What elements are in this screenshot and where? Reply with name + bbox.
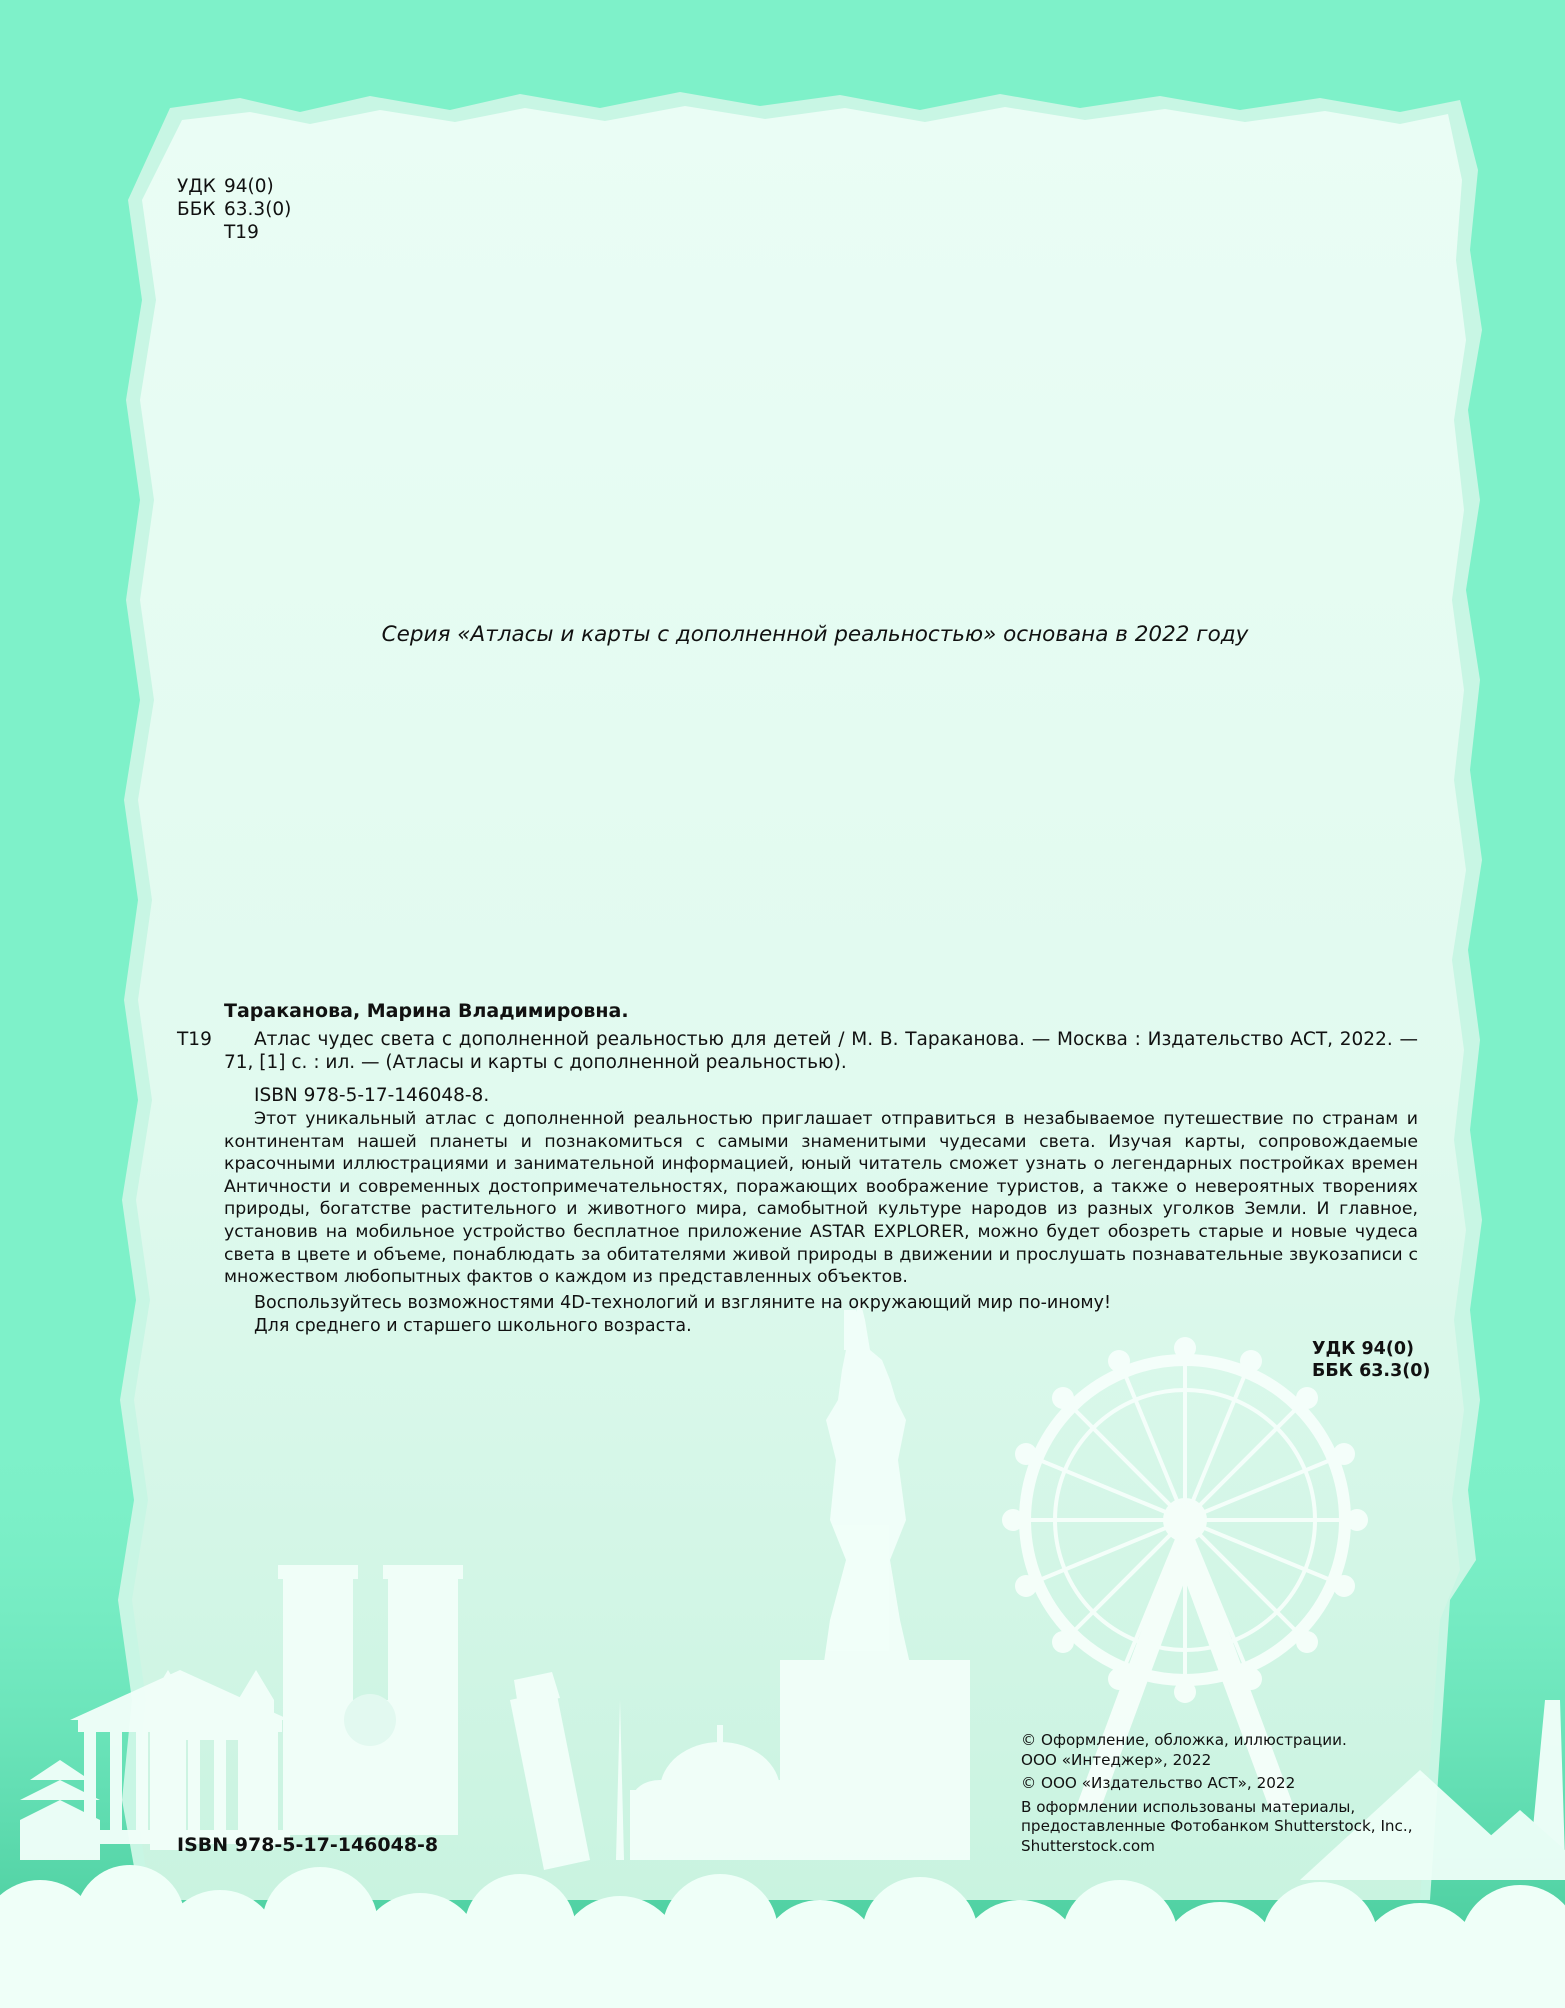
copyright-design: © Оформление, обложка, иллюстрации. — [1021, 1731, 1347, 1749]
bbk-line: ББК 63.3(0) — [1312, 1361, 1431, 1381]
udk-line: УДК 94(0) — [1312, 1339, 1415, 1359]
call-to-action: Воспользуйтесь возможностями 4D-технологий и взгляните на окружающий мир по-иному! — [254, 1293, 1111, 1313]
shutterstock-site: Shutterstock.com — [1021, 1836, 1155, 1855]
materials-note: В оформлении использованы материалы, — [1021, 1797, 1356, 1816]
catalog-code: Т19 — [177, 1029, 212, 1050]
copyright-design-owner: ООО «Интеджер», 2022 — [1021, 1750, 1212, 1769]
copyright-publisher: © ООО «Издательство АСТ», 2022 — [1021, 1774, 1296, 1792]
udk-bbk-block — [177, 175, 291, 244]
age-recommendation: Для среднего и старшего школьного возраста. — [254, 1316, 692, 1336]
series-note: Серия «Атласы и карты с дополненной реальностью» основана в 2022 году — [381, 622, 1249, 647]
udk-label: УДК — [177, 176, 216, 197]
udk-value: 94(0) — [224, 176, 274, 197]
bibliographic-description: Атлас чудес света с дополненной реальностью для детей / М. В. Тараканова. — Москва : Издательство АСТ, 2022. — 71, [1] с. : ил. — (Атласы и карты с дополненной реальностью). — [224, 1029, 1418, 1073]
materials-note-2: предоставленные Фотобанком Shutterstock, Inc., — [1021, 1817, 1413, 1835]
bbk-label: ББК — [177, 199, 216, 220]
isbn-line: ISBN 978-5-17-146048-8. — [254, 1085, 490, 1106]
author-name: Тараканова, Марина Владимировна. — [224, 1000, 629, 1022]
bbk-value: 63.3(0) — [224, 199, 292, 220]
annotation — [224, 1108, 1418, 1289]
isbn-bottom: ISBN 978-5-17-146048-8 — [177, 1834, 439, 1856]
copyright-block — [1021, 1731, 1441, 1860]
annotation-extra — [224, 1292, 1418, 1338]
udk-bbk-bottom — [1312, 1338, 1430, 1382]
annotation-text: Этот уникальный атлас с дополненной реальностью приглашает отправиться в незабываемое путешествие по странам и континентам нашей планеты и познакомиться с самыми знаменитыми чудесами света. Изучая карты, сопровождаемые красочными иллюстрациями и занимательной информацией, юный читатель сможет узнать о легендарных постройках времен Античности и современных достопримечательностях, поражающих воображение туристов, а также о невероятных творениях природы, богатстве растительного и животного мира, самобытной культуре народов из разных уголков Земли. И главное, установив на мобильное устройство бесплатное приложение ASTAR EXPLORER, можно будет обозреть старые и новые чудеса света в цвете и объеме, понаблюдать за обитателями живой природы в движении и прослушать познавательные звукозаписи с множеством любопытных фактов о каждом из представленных объектов. — [224, 1109, 1418, 1288]
author-code: Т19 — [224, 222, 259, 243]
